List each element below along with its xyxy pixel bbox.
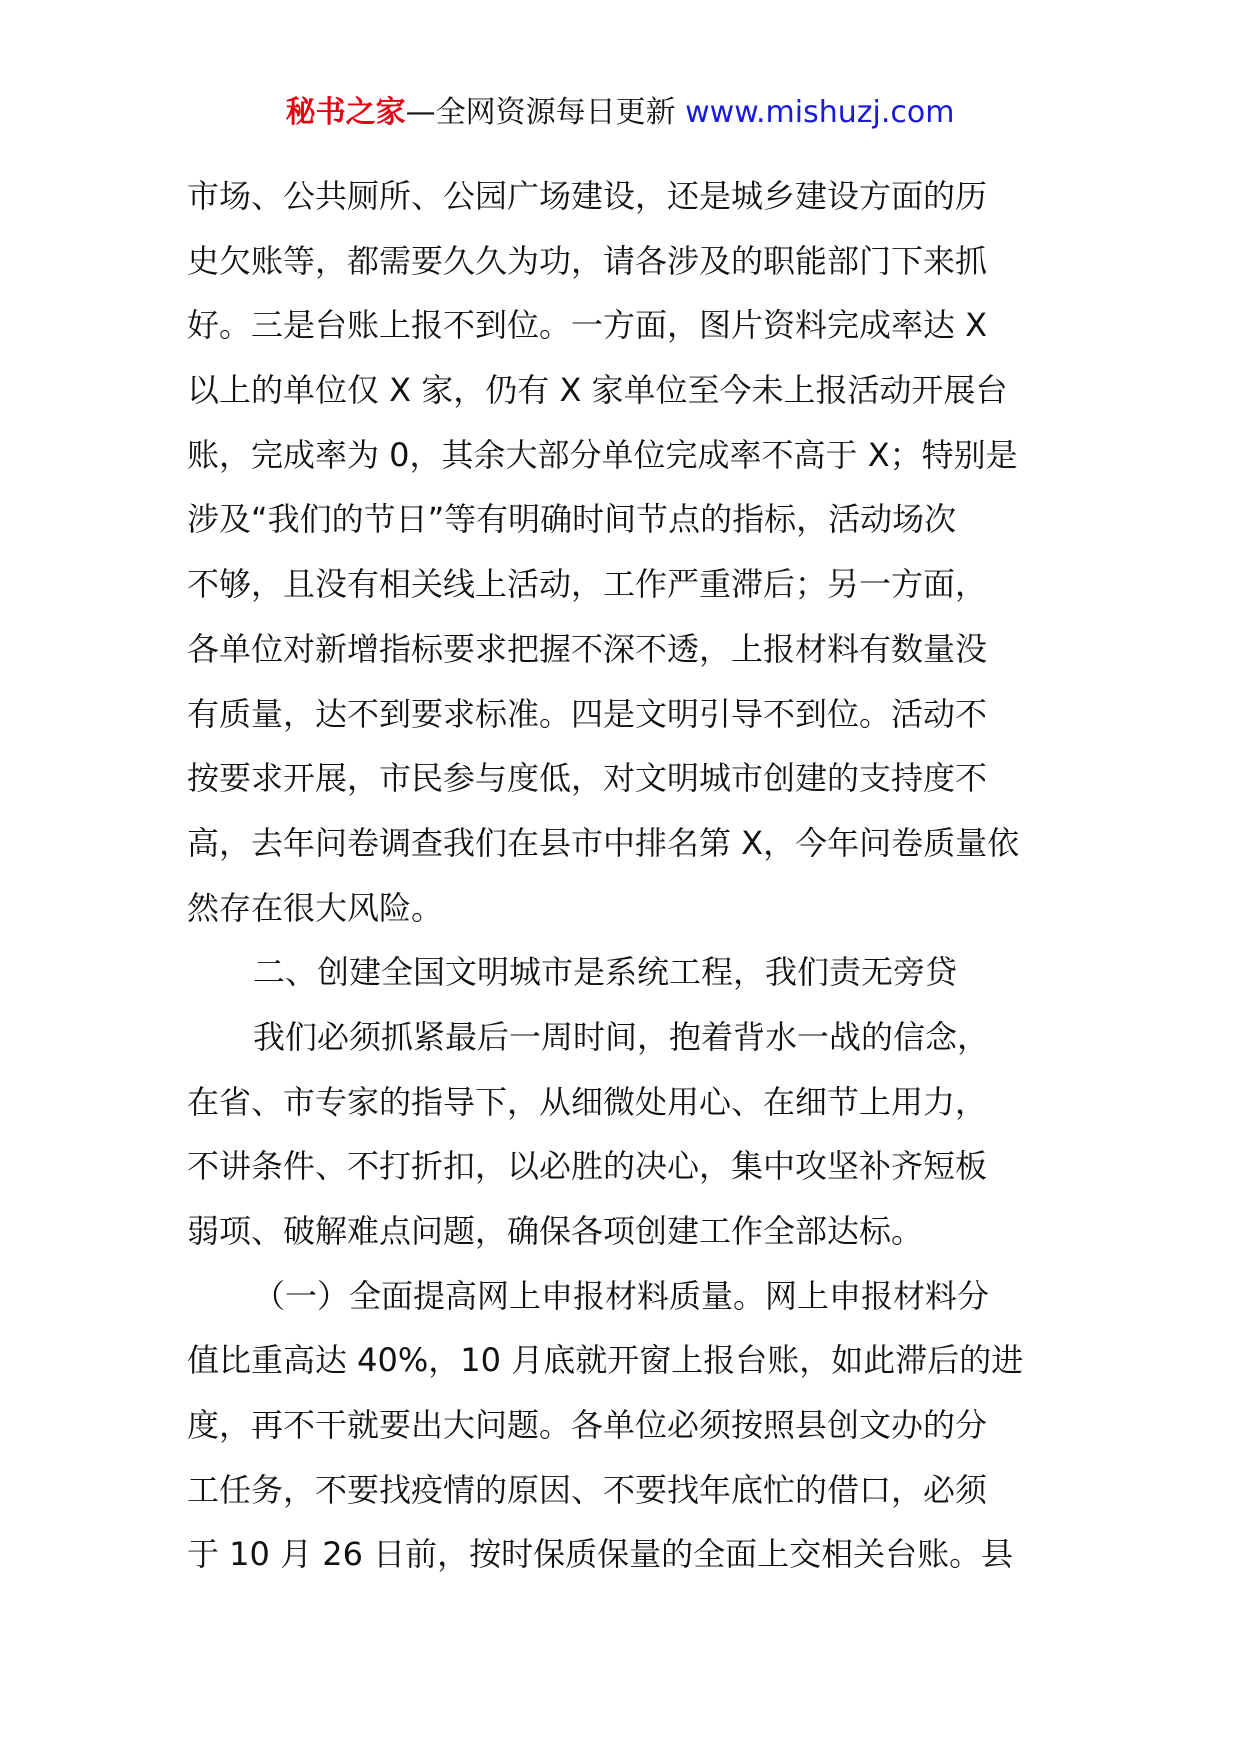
section-heading: 二、创建全国文明城市是系统工程，我们责无旁贷 xyxy=(253,953,958,992)
text-line: 史欠账等，都需要久久为功，请各涉及的职能部门下来抓 xyxy=(187,241,988,280)
text-line: 于 10 月 26 日前，按时保质保量的全面上交相关台账。县 xyxy=(187,1535,1014,1574)
text-line: 不够，且没有相关线上活动，工作严重滞后；另一方面， xyxy=(187,565,988,604)
text-line: 然存在很大风险。 xyxy=(187,888,444,927)
text-line: 各单位对新增指标要求把握不深不透，上报材料有数量没 xyxy=(187,629,988,668)
brand-name: 秘书之家 xyxy=(285,95,406,130)
text-line: 有质量，达不到要求标准。四是文明引导不到位。活动不 xyxy=(187,694,988,733)
text-line: 度，再不干就要出大问题。各单位必须按照县创文办的分 xyxy=(187,1406,988,1445)
text-line: 在省、市专家的指导下，从细微处用心、在细节上用力， xyxy=(187,1082,988,1121)
document-body xyxy=(187,164,1053,1587)
text-line: 值比重高达 40%，10 月底就开窗上报台账，如此滞后的进 xyxy=(187,1341,1024,1380)
site-url-link[interactable]: www.mishuzj.com xyxy=(685,95,955,130)
text-line: 账，完成率为 0，其余大部分单位完成率不高于 X；特别是 xyxy=(187,435,1018,474)
paragraph-first-line: 我们必须抓紧最后一周时间，抱着背水一战的信念， xyxy=(253,1017,990,1056)
text-line: 工任务，不要找疫情的原因、不要找年底忙的借口，必须 xyxy=(187,1470,988,1509)
text-line: 不讲条件、不打折扣，以必胜的决心，集中攻坚补齐短板 xyxy=(187,1147,988,1186)
subsection-first-line: （一）全面提高网上申报材料质量。网上申报材料分 xyxy=(253,1276,990,1315)
text-line: 按要求开展，市民参与度低，对文明城市创建的支持度不 xyxy=(187,759,988,798)
text-line: 市场、公共厕所、公园广场建设，还是城乡建设方面的历 xyxy=(187,177,988,215)
header-tagline: —全网资源每日更新 xyxy=(405,95,676,130)
text-line: 涉及“我们的节日”等有明确时间节点的指标，活动场次 xyxy=(187,500,957,539)
site-header xyxy=(0,90,1240,136)
text-line: 好。三是台账上报不到位。一方面，图片资料完成率达 X xyxy=(187,306,988,345)
text-line: 高，去年问卷调查我们在县市中排名第 X，今年问卷质量依 xyxy=(187,823,1020,862)
text-line: 以上的单位仅 X 家，仍有 X 家单位至今未上报活动开展台 xyxy=(187,371,1008,410)
text-line: 弱项、破解难点问题，确保各项创建工作全部达标。 xyxy=(187,1212,924,1250)
